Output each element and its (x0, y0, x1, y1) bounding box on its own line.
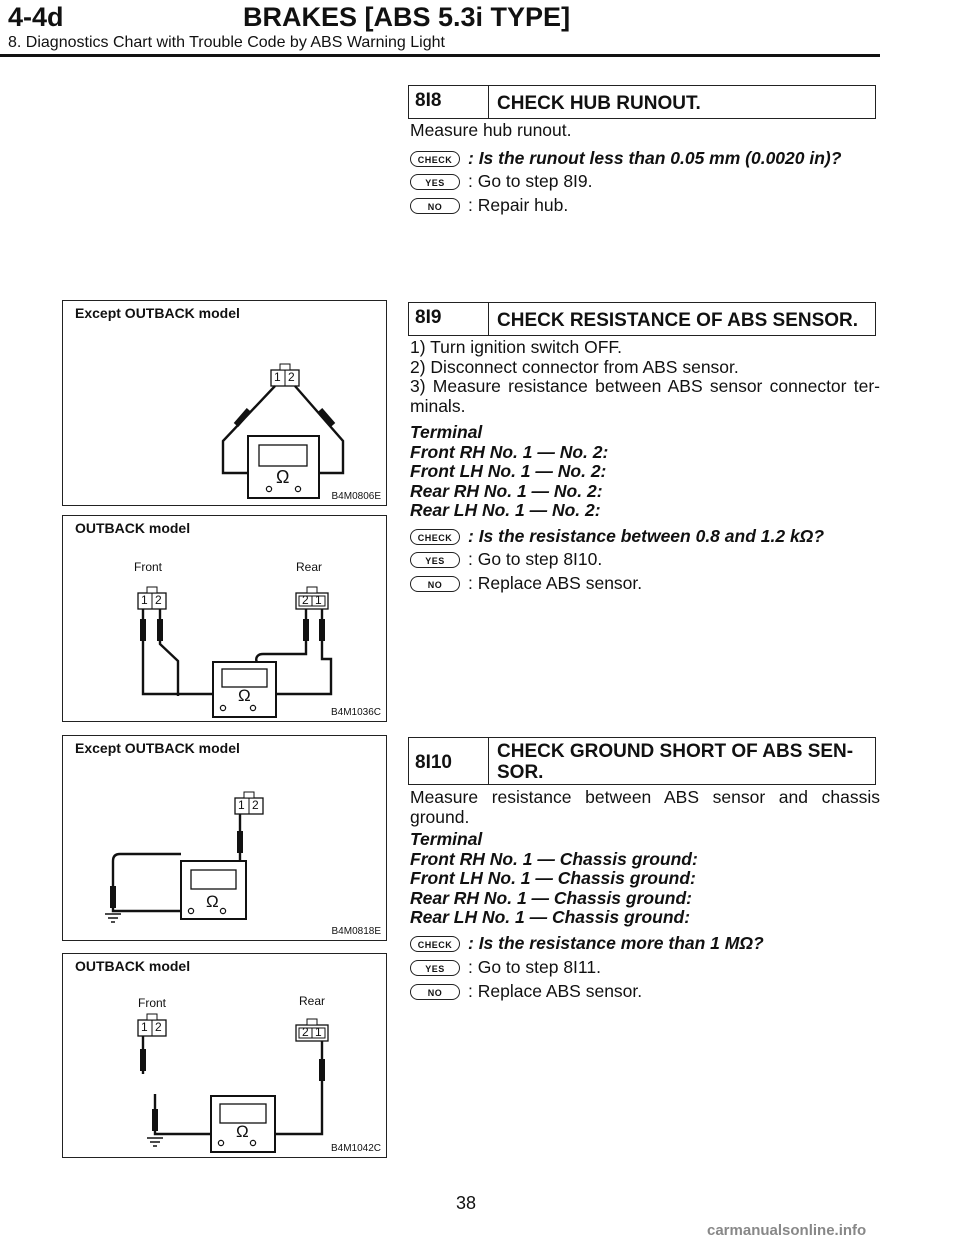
figure-except-outback-resistance (62, 300, 387, 506)
yes-prefix: : Go to step (468, 957, 564, 977)
wiring-diagram (63, 516, 388, 723)
check-badge: CHECK (410, 151, 460, 167)
figure-code: B4M1042C (330, 1143, 381, 1154)
rear-pin-2: 2 (302, 593, 309, 607)
check-row (410, 148, 880, 169)
check-question: : Is the resistance between 0.8 and 1.2 kΩ? (468, 526, 825, 546)
header-rule (0, 54, 880, 57)
terminal-list (410, 423, 880, 521)
front-pin-2: 2 (155, 1020, 162, 1034)
yes-badge: YES (410, 174, 460, 190)
connector-pin-1: 1 (238, 798, 245, 812)
ohm-symbol: Ω (238, 686, 251, 705)
step-title: CHECK RESISTANCE OF ABS SENSOR. (497, 310, 859, 331)
terminal-heading: Terminal (410, 829, 483, 849)
no-row (410, 195, 880, 216)
yes-row (410, 957, 880, 978)
connector-pin-2: 2 (288, 370, 295, 384)
front-label: Front (134, 560, 163, 574)
figure-except-outback-ground (62, 735, 387, 941)
terminal-item: Front LH No. 1 — No. 2: (410, 461, 607, 481)
check-row (410, 526, 880, 547)
terminal-item: Rear RH No. 1 — Chassis ground: (410, 887, 692, 908)
yes-badge: YES (410, 552, 460, 568)
figure-outback-ground (62, 953, 387, 1158)
check-badge: CHECK (410, 936, 460, 952)
step-title: CHECK GROUND SHORT OF ABS SEN-SOR. (497, 741, 854, 783)
instruction-3: 3) Measure resistance between ABS sensor connector ter-minals. (410, 376, 880, 416)
instruction-1: 1) Turn ignition switch OFF. (410, 337, 623, 357)
figure-caption: OUTBACK model (75, 520, 191, 536)
terminal-list (410, 830, 880, 928)
front-label: Front (138, 996, 167, 1010)
step-title: CHECK HUB RUNOUT. (497, 93, 701, 114)
section-title: BRAKES [ABS 5.3i TYPE] (243, 2, 571, 32)
section-subtitle: 8. Diagnostics Chart with Trouble Code by ABS Warning Light (8, 34, 445, 51)
yes-row (410, 549, 880, 570)
check-question: : Is the runout less than 0.05 mm (0.0020 in)? (468, 148, 842, 168)
step-body: Measure resistance between ABS sensor and chassis ground. (410, 787, 880, 827)
yes-prefix: : Go to step (468, 171, 564, 191)
step-body (410, 338, 880, 416)
terminal-item: Rear LH No. 1 — No. 2: (410, 500, 601, 520)
wiring-diagram (63, 301, 388, 507)
step-link-8i10[interactable]: 8I10 (563, 549, 598, 569)
ohm-symbol: Ω (236, 1122, 249, 1141)
yes-suffix: . (597, 549, 603, 569)
figure-code: B4M0806E (331, 491, 381, 502)
terminal-item: Rear LH No. 1 — Chassis ground: (410, 907, 691, 927)
terminal-item: Rear RH No. 1 — No. 2: (410, 480, 603, 501)
step-box-8i10 (408, 737, 876, 785)
instruction-2: 2) Disconnect connector from ABS sensor. (410, 356, 739, 377)
figure-caption: Except OUTBACK model (75, 305, 240, 321)
yes-prefix: : Go to step (468, 549, 564, 569)
yes-suffix: . (596, 957, 601, 977)
no-badge: NO (410, 198, 460, 214)
section-code: 4-4d (8, 2, 64, 32)
step-box-8i9 (408, 302, 876, 336)
rear-label: Rear (299, 994, 326, 1008)
step-link-8i9[interactable]: 8I9 (563, 171, 588, 191)
watermark: carmanualsonline.info (707, 1222, 867, 1239)
terminal-item: Front LH No. 1 — Chassis ground: (410, 868, 696, 888)
yes-badge: YES (410, 960, 460, 976)
terminal-heading: Terminal (410, 422, 483, 442)
rear-pin-1: 1 (315, 1025, 322, 1039)
wiring-diagram (63, 954, 388, 1159)
rear-label: Rear (296, 560, 323, 574)
step-number: 8I8 (409, 86, 489, 118)
no-row (410, 573, 880, 594)
no-badge: NO (410, 576, 460, 592)
figure-code: B4M1036C (330, 707, 381, 718)
step-body: Measure hub runout. (410, 120, 572, 140)
ohm-symbol: Ω (276, 467, 290, 487)
front-pin-2: 2 (155, 593, 162, 607)
terminal-item: Front RH No. 1 — Chassis ground: (410, 848, 698, 869)
no-badge: NO (410, 984, 460, 1000)
step-box-8i8 (408, 85, 876, 119)
no-action: : Repair hub. (468, 195, 569, 215)
wiring-diagram (63, 736, 388, 942)
yes-suffix: . (587, 171, 593, 191)
check-row (410, 933, 880, 954)
ohm-symbol: Ω (206, 892, 219, 911)
connector-pin-1: 1 (274, 370, 281, 384)
step-number: 8I10 (409, 738, 489, 784)
no-action: : Replace ABS sensor. (468, 981, 643, 1001)
figure-code: B4M0818E (331, 926, 381, 937)
step-link-8i11[interactable]: 8I11 (563, 957, 597, 977)
terminal-item: Front RH No. 1 — No. 2: (410, 441, 609, 462)
no-action: : Replace ABS sensor. (468, 573, 643, 593)
rear-pin-2: 2 (302, 1025, 309, 1039)
connector-pin-2: 2 (252, 798, 259, 812)
front-pin-1: 1 (141, 1020, 148, 1034)
no-row (410, 981, 880, 1002)
front-pin-1: 1 (141, 593, 148, 607)
figure-outback-resistance (62, 515, 387, 722)
rear-pin-1: 1 (315, 593, 322, 607)
step-number: 8I9 (409, 303, 489, 335)
yes-row (410, 171, 880, 192)
check-badge: CHECK (410, 529, 460, 545)
check-question: : Is the resistance more than 1 MΩ? (468, 933, 764, 953)
figure-caption: OUTBACK model (75, 958, 191, 974)
page-number: 38 (456, 1193, 477, 1213)
figure-caption: Except OUTBACK model (75, 740, 240, 756)
